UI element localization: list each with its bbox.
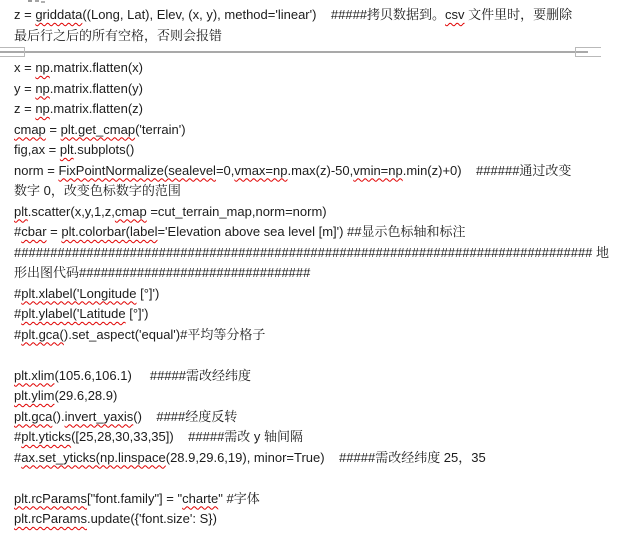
code-line	[14, 366, 620, 387]
misspelled-text-segment: np	[35, 60, 50, 75]
text-segment: #	[14, 285, 22, 301]
text-segment: x =	[14, 60, 36, 75]
clipped-text-fragment	[28, 0, 32, 2]
code-line	[14, 140, 620, 161]
text-segment: .scatter(x,y,1,z,	[27, 203, 115, 219]
page-boundary	[0, 46, 634, 58]
text-segment: 形出图代码################################	[14, 265, 311, 280]
text-segment: y =	[14, 80, 36, 96]
text-segment: ([25,28,30,33,35]) #####需改 y 轴间隔	[71, 429, 304, 444]
text-segment: (28.9,29.6,19), minor=True) #####需改经纬度 25，35	[165, 449, 486, 465]
code-line	[14, 325, 620, 346]
code-line	[14, 222, 620, 243]
misspelled-text-segment: vmin=np	[353, 162, 403, 178]
text-segment: .subplots()	[73, 142, 135, 157]
text-segment: .min(z)+0) ######通过改变	[402, 162, 572, 178]
text-segment: 文件里时，要删除	[464, 7, 573, 22]
text-segment: z =	[14, 7, 36, 22]
misspelled-text-segment: plt.rcParams	[14, 490, 87, 506]
code-line	[14, 26, 620, 47]
code-line	[14, 489, 620, 510]
misspelled-text-segment: plt.xlabel('Longitude	[21, 285, 137, 301]
text-segment: .max(z)-50,	[287, 162, 354, 178]
text-segment: " #字体	[218, 490, 260, 506]
code-line	[14, 468, 620, 489]
text-segment: (105.6,106.1) #####需改经纬度	[54, 367, 251, 383]
text-segment: ('terrain')	[135, 121, 186, 137]
text-segment: #	[14, 449, 22, 465]
text-segment: (29.6,28.9)	[54, 388, 118, 403]
page-corner-mark-left	[0, 47, 25, 57]
misspelled-text-segment: plt.ylabel('Latitude	[21, 306, 126, 321]
code-line	[14, 448, 620, 469]
code-line	[14, 120, 620, 141]
text-segment: =cut_terrain_map,norm=norm)	[146, 203, 327, 219]
text-segment: .matrix.flatten(z)	[49, 101, 143, 116]
text-segment: #	[14, 326, 22, 342]
text-segment: =	[46, 224, 62, 239]
misspelled-text-segment: ax.set_yticks(np.linspace	[21, 449, 166, 465]
misspelled-text-segment: cmap	[14, 121, 46, 137]
text-segment: .matrix.flatten(x)	[49, 60, 143, 75]
misspelled-text-segment: plt.rcParams	[14, 511, 87, 526]
text-segment: #	[14, 429, 22, 444]
misspelled-text-segment: plt	[59, 142, 74, 157]
misspelled-text-segment: np	[35, 80, 50, 96]
code-line	[14, 161, 620, 182]
document-body	[14, 5, 620, 530]
misspelled-text-segment: plt.xlim	[14, 367, 55, 383]
misspelled-text-segment: csv	[445, 7, 465, 22]
text-segment: .update({'font.size': S})	[86, 511, 217, 526]
text-segment: .matrix.flatten(y)	[49, 80, 143, 96]
text-segment: ='Elevation above sea level [m]') ##显示色标轴和标注	[157, 224, 466, 239]
text-segment: ().	[52, 408, 65, 424]
code-line	[14, 243, 620, 264]
code-line	[14, 509, 620, 530]
text-segment: ((Long, Lat), Elev, (x, y), method='linear') #####拷贝数据到。	[82, 7, 446, 22]
code-line	[14, 304, 620, 325]
misspelled-text-segment: plt.colorbar(label	[61, 224, 158, 239]
code-line	[14, 284, 620, 305]
text-segment: =0,	[215, 162, 235, 178]
text-segment: #	[14, 224, 22, 239]
code-line	[14, 345, 620, 366]
text-segment: ################################################################################ 地	[14, 244, 610, 260]
misspelled-text-segment: griddata	[35, 7, 83, 22]
code-line	[14, 386, 620, 407]
text-segment: fig,ax =	[14, 142, 60, 157]
misspelled-text-segment: vmax=np	[234, 162, 288, 178]
text-segment: ).set_aspect('equal')#平均等分格子	[63, 326, 266, 342]
misspelled-text-segment: invert_yaxis	[64, 408, 134, 424]
text-segment: 数字 0，改变色标数字的范围	[14, 183, 181, 198]
text-segment: [°]')	[125, 306, 149, 321]
misspelled-text-segment: plt.gca(	[21, 326, 64, 342]
misspelled-text-segment: cmap	[114, 203, 147, 219]
page-corner-mark-right	[575, 47, 601, 57]
text-segment: =	[45, 121, 61, 137]
text-segment: [°]')	[136, 285, 160, 301]
misspelled-text-segment: cbar	[21, 224, 47, 239]
code-line	[14, 181, 620, 202]
code-line	[14, 263, 620, 284]
code-line	[14, 407, 620, 428]
code-line	[14, 427, 620, 448]
misspelled-text-segment: FixPointNormalize(sealevel	[58, 162, 216, 178]
code-line	[14, 202, 620, 223]
text-segment: z =	[14, 101, 36, 116]
code-line	[14, 79, 620, 100]
text-segment: ["font.family"] = "	[86, 490, 183, 506]
text-segment: () ####经度反转	[133, 408, 238, 424]
code-line	[14, 5, 620, 26]
page-boundary-line	[0, 51, 588, 53]
misspelled-text-segment: charte	[182, 490, 219, 506]
misspelled-text-segment: plt	[14, 203, 28, 219]
code-line	[14, 99, 620, 120]
misspelled-text-segment: plt.yticks	[21, 429, 72, 444]
misspelled-text-segment: plt.ylim	[14, 388, 55, 403]
text-segment: #	[14, 306, 22, 321]
text-segment: 最后行之后的所有空格，否则会报错	[14, 27, 223, 43]
misspelled-text-segment: np	[35, 101, 50, 116]
misspelled-text-segment: plt.get_cmap	[60, 121, 136, 137]
code-line	[14, 58, 620, 79]
text-segment: norm =	[14, 162, 59, 178]
misspelled-text-segment: plt.gca	[14, 408, 53, 424]
